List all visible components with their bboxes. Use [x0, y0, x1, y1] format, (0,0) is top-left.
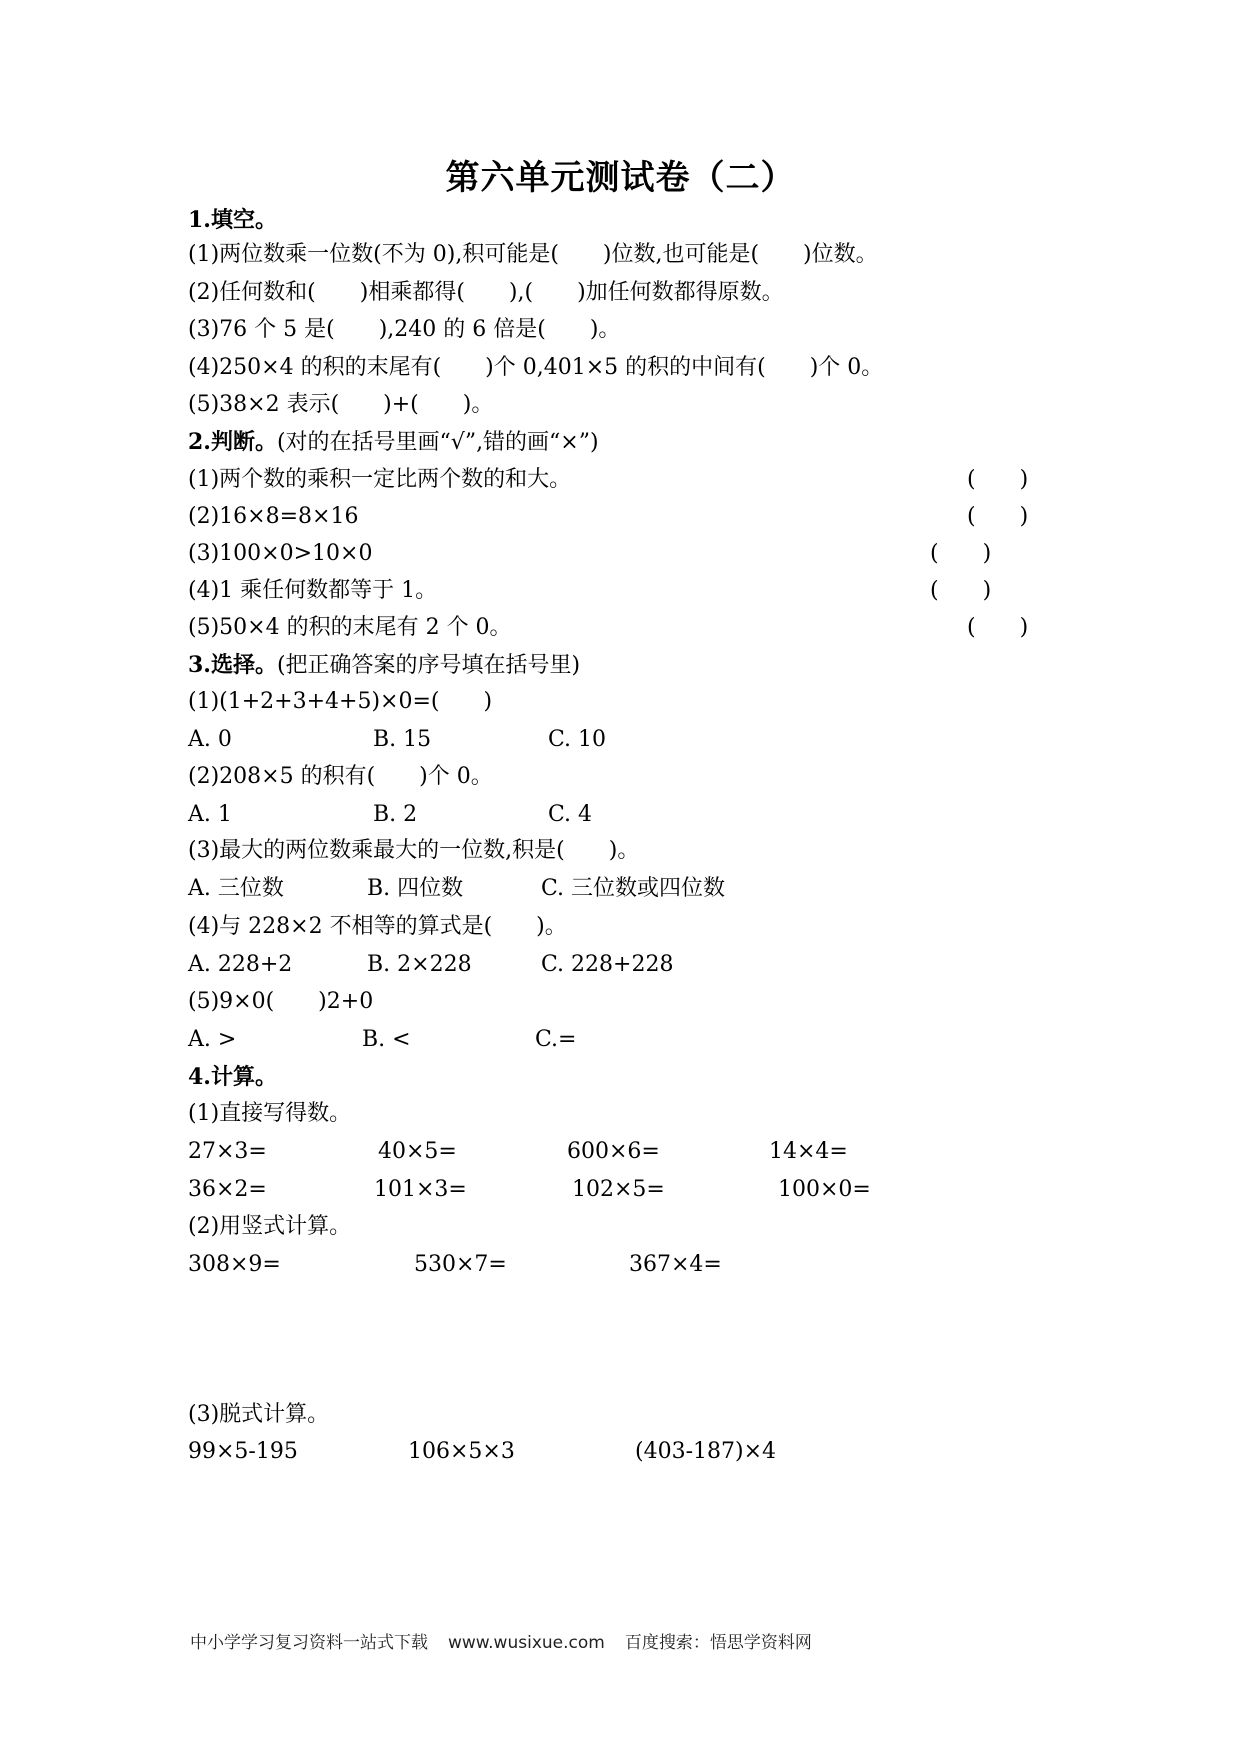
judge-question-4: (4)1 乘任何数都等于 1。	[188, 578, 438, 603]
option-c: C. 4	[548, 802, 593, 827]
fill-question-4: (4)250×4 的积的末尾有( )个 0,401×5 的积的中间有( )个 0。	[188, 355, 884, 380]
calc-item: 40×5=	[378, 1139, 457, 1164]
footer-text: 中小学学习复习资料一站式下载	[190, 1633, 428, 1653]
calc-item: 308×9=	[188, 1252, 281, 1277]
option-c: C. 10	[548, 727, 607, 752]
option-a: A. >	[188, 1027, 237, 1052]
choice-question-5: (5)9×0( )2+0	[188, 989, 374, 1014]
calc-item: 14×4=	[769, 1139, 848, 1164]
calc-item: 99×5-195	[188, 1439, 298, 1464]
step-calc-prompt: (3)脱式计算。	[188, 1402, 330, 1427]
option-a: A. 228+2	[188, 952, 293, 977]
judge-question-1: (1)两个数的乘积一定比两个数的和大。	[188, 467, 572, 492]
option-b: B. <	[362, 1027, 411, 1052]
fill-question-3: (3)76 个 5 是( ),240 的 6 倍是( )。	[188, 317, 621, 342]
option-b: B. 15	[373, 727, 432, 752]
calc-item: 367×4=	[629, 1252, 722, 1277]
option-a: A. 三位数	[188, 876, 284, 901]
fill-question-2: (2)任何数和( )相乘都得( ),( )加任何数都得原数。	[188, 280, 784, 305]
option-c: C. 228+228	[541, 952, 674, 977]
option-c: C. 三位数或四位数	[541, 876, 726, 901]
calc-item: 101×3=	[374, 1177, 467, 1202]
section-1-heading: 1.填空。	[188, 207, 277, 233]
section-2-heading-row	[188, 427, 599, 458]
calc-item: 530×7=	[414, 1252, 507, 1277]
calc-item: 36×2=	[188, 1177, 267, 1202]
section-3-heading: 3.选择。	[188, 652, 277, 678]
fill-question-1: (1)两位数乘一位数(不为 0),积可能是( )位数,也可能是( )位数。	[188, 242, 878, 267]
fill-question-5: (5)38×2 表示( )+( )。	[188, 392, 494, 417]
calc-item: 100×0=	[778, 1177, 871, 1202]
section-3-heading-row	[188, 650, 580, 681]
calc-item: (403-187)×4	[635, 1439, 777, 1464]
section-4-heading: 4.计算。	[188, 1064, 277, 1090]
vertical-calc-prompt: (2)用竖式计算。	[188, 1214, 352, 1239]
page-footer	[190, 1628, 832, 1653]
footer-site-link[interactable]: www.wusixue.com	[448, 1633, 605, 1653]
choice-question-1: (1)(1+2+3+4+5)×0=( )	[188, 689, 493, 714]
choice-question-3: (3)最大的两位数乘最大的一位数,积是( )。	[188, 838, 640, 863]
option-c: C.=	[535, 1027, 577, 1052]
judge-question-3: (3)100×0>10×0	[188, 541, 373, 566]
option-b: B. 2×228	[367, 952, 472, 977]
choice-question-4: (4)与 228×2 不相等的算式是( )。	[188, 914, 567, 939]
page-title: 第六单元测试卷（二）	[445, 158, 796, 198]
answer-blank: ( )	[967, 467, 1029, 492]
option-b: B. 四位数	[367, 876, 464, 901]
section-2-note: (对的在括号里画“√”,错的画“×”)	[276, 430, 599, 455]
answer-blank: ( )	[967, 615, 1029, 640]
calc-item: 600×6=	[567, 1139, 660, 1164]
answer-blank: ( )	[967, 504, 1029, 529]
section-3-note: (把正确答案的序号填在括号里)	[276, 653, 581, 678]
choice-question-2: (2)208×5 的积有( )个 0。	[188, 764, 493, 789]
answer-blank: ( )	[930, 541, 992, 566]
calc-item: 106×5×3	[408, 1439, 515, 1464]
calc-item: 102×5=	[572, 1177, 665, 1202]
section-2-heading: 2.判断。	[188, 429, 277, 455]
judge-question-5: (5)50×4 的积的末尾有 2 个 0。	[188, 615, 512, 640]
calc-item: 27×3=	[188, 1139, 267, 1164]
footer-search-text: 百度搜索：悟思学资料网	[624, 1633, 812, 1653]
oral-calc-prompt: (1)直接写得数。	[188, 1101, 352, 1126]
option-b: B. 2	[373, 802, 418, 827]
answer-blank: ( )	[930, 578, 992, 603]
judge-question-2: (2)16×8=8×16	[188, 504, 359, 529]
option-a: A. 0	[188, 727, 232, 752]
option-a: A. 1	[188, 802, 232, 827]
